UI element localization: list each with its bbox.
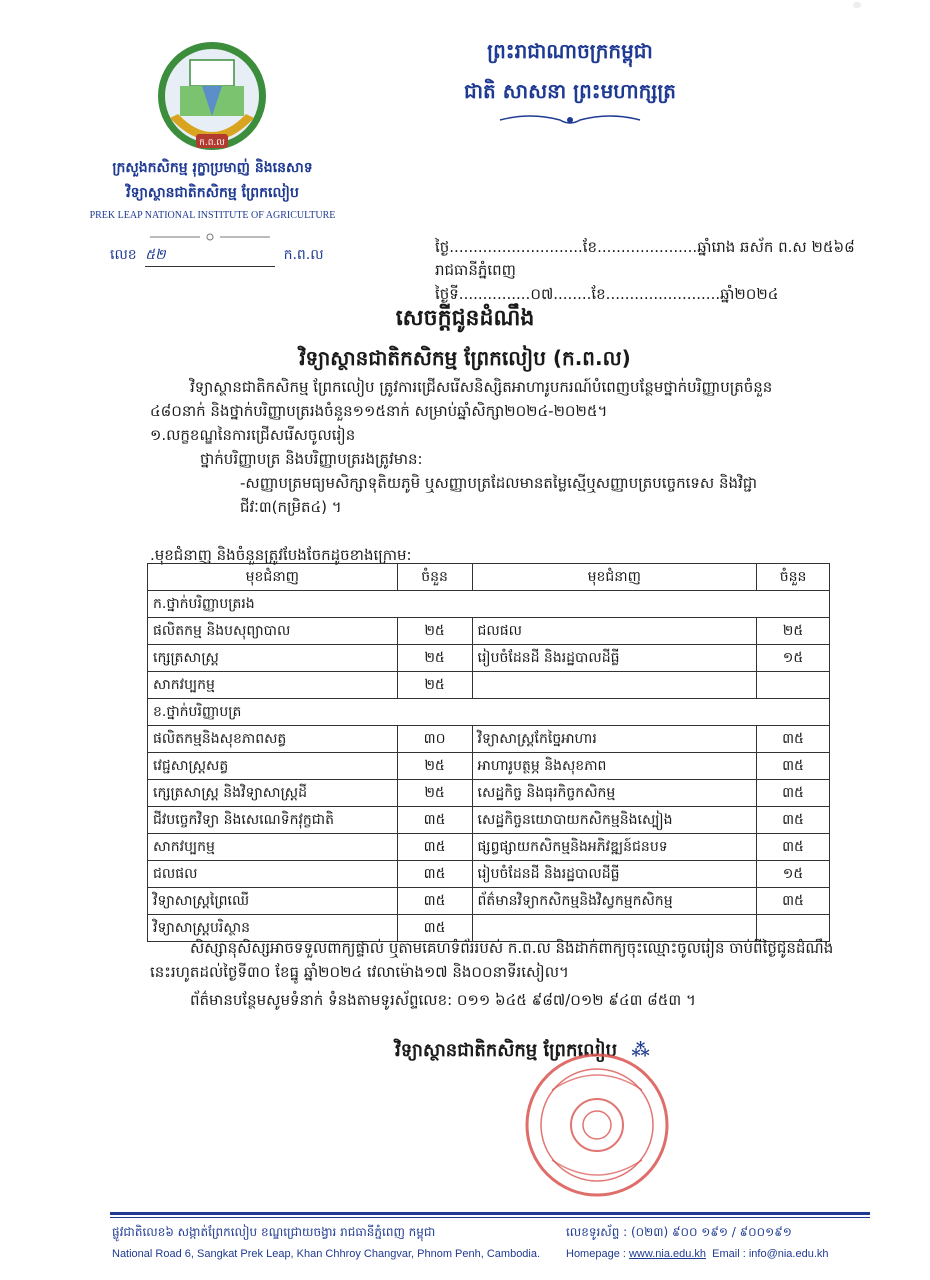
table-cell: ១៥ bbox=[757, 861, 830, 888]
majors-table bbox=[147, 563, 830, 942]
table-cell: ៣៥ bbox=[757, 807, 830, 834]
table-cell: វិទ្យាសាស្ត្រព្រៃឈើ bbox=[148, 888, 398, 915]
table-cell bbox=[472, 672, 757, 699]
ref-suffix: ក.ព.ល bbox=[283, 247, 324, 263]
ministry-line2: វិទ្យាស្ថានជាតិកសិកម្ម ព្រែកលៀប bbox=[126, 185, 299, 201]
kingdom-line1: ព្រះរាជាណាចក្រកម្ពុជា bbox=[487, 39, 653, 63]
official-stamp bbox=[522, 1050, 672, 1200]
table-cell: ក្សេត្រសាស្ត្រ bbox=[148, 645, 398, 672]
table-intro: .មុខជំនាញ និងចំនួនត្រូវបែងចែកដូចខាងក្រោម: bbox=[150, 546, 412, 564]
table-cell: ជលផល bbox=[472, 618, 757, 645]
contact-paragraph: ព័ត៌មានបន្ថែមសូមទំនាក់ ទំនងតាមទូរស័ព្ទលេខ: ០១១ ៦៤៥ ៩៨៧/០១២ ៩៤៣ ៨៥៣ ។ bbox=[190, 991, 696, 1009]
table-row bbox=[148, 618, 830, 645]
solar-date: រាជធានីភ្នំពេញ ថ្ងៃទី...............០៧........ខែ........................ឆ្នាំ២០២៤ bbox=[435, 261, 779, 303]
table-cell: ៣៥ bbox=[757, 726, 830, 753]
footer-divider-thin bbox=[110, 1217, 870, 1218]
table-cell: វិទ្យាសាស្ត្រកែច្នៃអាហារ bbox=[472, 726, 757, 753]
email-label: Email : bbox=[712, 1248, 749, 1260]
section-row bbox=[148, 699, 830, 726]
conditions-heading: ១.លក្ខខណ្ឌនៃការជ្រើសរើសចូលរៀន bbox=[150, 426, 356, 444]
logo-abbrev: ក.ព.ល bbox=[199, 138, 225, 148]
table-cell: ៣០ bbox=[397, 726, 472, 753]
table-cell: ផលិតកម្ម និងបសុព្យាបាល bbox=[148, 618, 398, 645]
org-heading: វិទ្យាស្ថានជាតិកសិកម្ម ព្រែកលៀប (ក.ព.ល) bbox=[299, 346, 631, 370]
ref-number: ៥២ bbox=[145, 245, 275, 267]
table-cell: ២៥ bbox=[397, 753, 472, 780]
table-cell: ៣៥ bbox=[757, 780, 830, 807]
section-a-label: ក.ថ្នាក់បរិញ្ញាបត្ររង bbox=[148, 591, 830, 618]
application-paragraph: សិស្សានុសិស្សអាចទទួលពាក្យផ្ទាល់ ឬតាមគេហទំព័ររបស់ ក.ព.ល និងដាក់ពាក្យចុះឈ្មោះចូលរៀន ចាប់ពីថ្ងៃជូនដំណឹងនេះរហូតដល់ថ្ងៃទី៣០ ខែធ្នូ ឆ្នាំ២០២៤ វេលាម៉ោង១៧ និង០០នាទីរសៀល។ bbox=[150, 939, 834, 981]
table-cell: ៣៥ bbox=[757, 834, 830, 861]
header-major: មុខជំនាញ bbox=[148, 564, 398, 591]
corner-mark bbox=[853, 2, 861, 8]
table-cell bbox=[757, 672, 830, 699]
table-cell: រៀបចំដែនដី និងរដ្ឋបាលដីធ្លី bbox=[472, 645, 757, 672]
table-cell: ២៥ bbox=[397, 645, 472, 672]
table-cell: ៣៥ bbox=[397, 888, 472, 915]
table-row bbox=[148, 645, 830, 672]
table-cell: វិទ្យាសាស្ត្របរិស្ថាន bbox=[148, 915, 398, 942]
header-count: ចំនួន bbox=[757, 564, 830, 591]
phone-khmer: លេខទូរស័ព្ទ : (០២៣) ៩០០ ១៩១ / ៩០០១៩១ bbox=[566, 1225, 792, 1239]
table-cell: ៣៥ bbox=[397, 915, 472, 942]
table-cell: រៀបចំដែនដី និងរដ្ឋបាលដីធ្លី bbox=[472, 861, 757, 888]
table-cell: ៣៥ bbox=[397, 834, 472, 861]
ministry-line1: ក្រសួងកសិកម្ម រុក្ខាប្រមាញ់ និងនេសាទ bbox=[112, 160, 313, 176]
kingdom-line2: ជាតិ សាសនា ព្រះមហាក្សត្រ bbox=[464, 79, 676, 103]
initial-mark: ⁂ bbox=[631, 1040, 650, 1061]
section-row bbox=[148, 591, 830, 618]
table-cell: ក្សេត្រសាស្ត្រ និងវិទ្យាសាស្ត្រដី bbox=[148, 780, 398, 807]
homepage-link[interactable]: www.nia.edu.kh bbox=[628, 1248, 707, 1260]
table-cell: ២៥ bbox=[397, 618, 472, 645]
table-row bbox=[148, 726, 830, 753]
table-row bbox=[148, 807, 830, 834]
table-row bbox=[148, 834, 830, 861]
table-cell: ផលិតកម្មនិងសុខភាពសត្វ bbox=[148, 726, 398, 753]
section-b-label: ខ.ថ្នាក់បរិញ្ញាបត្រ bbox=[148, 699, 830, 726]
lunar-date: ថ្ងៃ............................ខែ.....................ឆ្នាំរោង ឆស័ក ព.ស ២៥៦៨ bbox=[435, 238, 855, 256]
table-header-row bbox=[148, 564, 830, 591]
table-cell: ៣៥ bbox=[757, 753, 830, 780]
table-cell: ២៥ bbox=[397, 780, 472, 807]
table-row bbox=[148, 753, 830, 780]
header-major: មុខជំនាញ bbox=[472, 564, 757, 591]
conditions-requirement: -សញ្ញាបត្រមធ្យមសិក្សាទុតិយភូមិ ឬសញ្ញាបត្រដែលមានតម្លៃស្មើឬសញ្ញាបត្របច្ចេកទេស និងវិជ្ជាជីវៈ៣(កម្រិត៤) ។ bbox=[240, 474, 758, 516]
header-count: ចំនួន bbox=[397, 564, 472, 591]
table-cell: ជលផល bbox=[148, 861, 398, 888]
table-cell: ១៥ bbox=[757, 645, 830, 672]
email-link[interactable]: info@nia.edu.kh bbox=[748, 1248, 829, 1260]
table-row bbox=[148, 672, 830, 699]
table-row bbox=[148, 780, 830, 807]
table-cell: សេដ្ឋកិច្ចនយោបាយកសិកម្មនិងស្បៀង bbox=[472, 807, 757, 834]
signature-org: វិទ្យាស្ថានជាតិកសិកម្ម ព្រែកលៀប ⁂ bbox=[395, 1040, 650, 1061]
table-cell: ៣៥ bbox=[397, 807, 472, 834]
contact-links bbox=[566, 1248, 829, 1260]
table-cell: សាកវប្បកម្ម bbox=[148, 672, 398, 699]
table-cell: ព័ត៌មានវិទ្យាកសិកម្មនិងវិស្វកម្មកសិកម្ម bbox=[472, 888, 757, 915]
table-row bbox=[148, 888, 830, 915]
kingdom-ornament bbox=[490, 112, 650, 128]
table-cell: ៣៥ bbox=[757, 888, 830, 915]
conditions-item: ថ្នាក់បរិញ្ញាបត្រ និងបរិញ្ញាបត្ររងត្រូវមាន: bbox=[200, 450, 423, 468]
table-row bbox=[148, 861, 830, 888]
reference-number bbox=[110, 245, 324, 267]
ref-label: លេខ bbox=[110, 247, 137, 263]
table-cell: ជីវបច្ចេកវិទ្យា និងសេណេទិកវុក្ខជាតិ bbox=[148, 807, 398, 834]
homepage-label: Homepage : bbox=[566, 1248, 629, 1260]
table-cell: អាហារូបត្ថម្ភ និងសុខភាព bbox=[472, 753, 757, 780]
institute-logo bbox=[150, 38, 275, 158]
table-cell: ៣៥ bbox=[397, 861, 472, 888]
footer-divider bbox=[110, 1212, 870, 1215]
table-cell: សាកវប្បកម្ម bbox=[148, 834, 398, 861]
table-cell: ២៥ bbox=[757, 618, 830, 645]
table-cell: វេជ្ជសាស្ត្រសត្វ bbox=[148, 753, 398, 780]
divider-ornament bbox=[140, 232, 280, 242]
notice-title: សេចក្តីជូនដំណឹង bbox=[395, 306, 535, 331]
ministry-heading bbox=[60, 158, 365, 221]
institute-english-name: PREK LEAP NATIONAL INSTITUTE OF AGRICULTURE bbox=[89, 210, 336, 221]
kingdom-heading bbox=[420, 38, 720, 108]
address-english: National Road 6, Sangkat Prek Leap, Khan Chhroy Changvar, Phnom Penh, Cambodia. bbox=[112, 1248, 541, 1260]
intro-paragraph: វិទ្យាស្ថានជាតិកសិកម្ម ព្រែកលៀប ត្រូវការជ្រើសរើសនិស្សិតអាហារូបករណ៍បំពេញបន្ថែមថ្នាក់បរិញ្ញាបត្រចំនួន ៤៨០នាក់ និងថ្នាក់បរិញ្ញាបត្ររងចំនួន១១៥នាក់ សម្រាប់ឆ្នាំសិក្សា២០២៤-២០២៥។ bbox=[150, 378, 773, 420]
table-cell: ផ្សព្វផ្សាយកសិកម្មនិងអភិវឌ្ឍន៍ជនបទ bbox=[472, 834, 757, 861]
table-cell: ២៥ bbox=[397, 672, 472, 699]
address-khmer: ផ្លូវជាតិលេខ៦ សង្កាត់ព្រែកលៀប ខណ្ឌជ្រោយចង្វារ រាជធានីភ្នំពេញ កម្ពុជា bbox=[112, 1225, 436, 1239]
table-cell: សេដ្ឋកិច្ច និងធុរកិច្ចកសិកម្ម bbox=[472, 780, 757, 807]
